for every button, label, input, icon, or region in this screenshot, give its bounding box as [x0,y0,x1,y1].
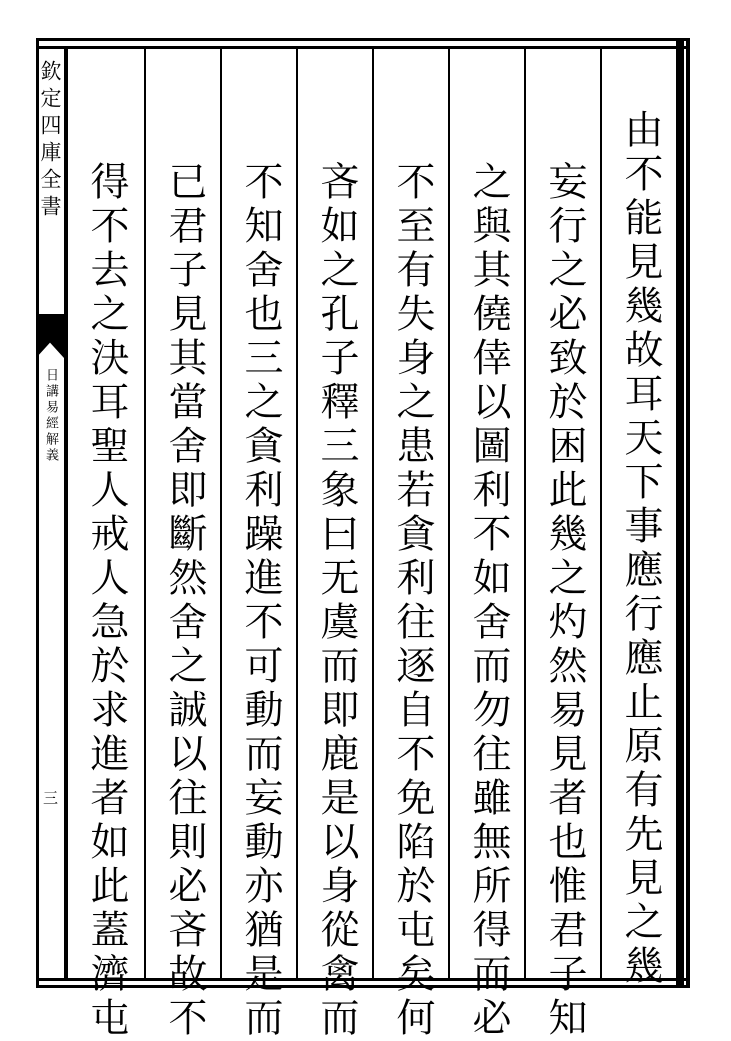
text-column-4 [372,49,448,1041]
text-column-1 [600,49,676,989]
text-column-8 [66,49,142,1041]
column-text: 之與其僥倖以圖利不如舍而勿往雖無所得而必 [466,161,511,1041]
page-number: 三 [41,790,59,805]
column-text: 不知舍也三之貪利躁進不可動而妄動亦猶是而 [238,161,283,1041]
text-column-5 [296,49,372,1041]
text-column-6 [220,49,296,1041]
column-text: 得不去之決耳聖人戒人急於求進者如此蓋濟屯 [84,161,129,1041]
book-title: 欽定四庫全書 [38,60,62,222]
column-text: 妄行之必致於困此幾之灼然易見者也惟君子知 [542,161,587,1041]
column-text: 不至有失身之患若貪利往逐自不免陷於屯矣何 [390,161,435,1041]
column-text: 由不能見幾故耳天下事應行應止原有先見之幾 [618,109,663,989]
text-column-3 [448,49,524,1041]
column-text: 已君子見其當舍即斷然舍之誠以往則必吝故不 [162,161,207,1041]
column-text: 吝如之孔子釋三象曰无虞而即鹿是以身從禽而 [314,161,359,1041]
book-subtitle: 日講易經解義 [43,368,58,464]
text-column-2 [524,49,600,1041]
text-column-7 [144,49,220,1041]
